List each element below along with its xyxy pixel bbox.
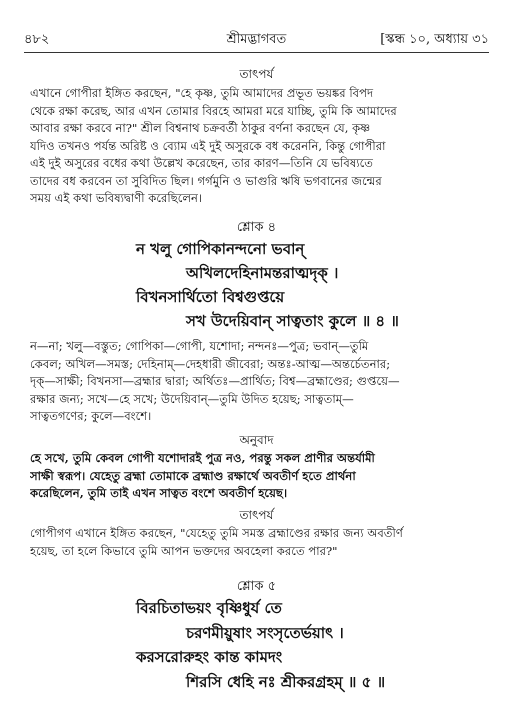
purport-line: তাদের বধ করবেন তা সুবিদিত ছিল। গর্গমুনি ও ভাগুরি ঋষি ভগবানের জন্মের [30,173,382,188]
purport-line: সময় এই কথা ভবিষ্যদ্বাণী করেছিলেন। [30,191,203,205]
verse-line: করসরোরুহং কান্ত কামদং [136,648,283,666]
purport-line: আবার রক্ষা করবে না?" শ্রীল বিশ্বনাথ চক্রবর্তী ঠাকুর বর্ণনা করছেন যে, কৃষ্ণ [30,121,371,135]
purport-line: হয়েছ, তা হলে কিভাবে তুমি আপন ভক্তদের অবহেলা করতে পার?" [30,543,338,558]
verse-line: বিখনসার্থিতো বিশ্বগুপ্তয়ে [136,288,285,306]
synonyms-line: কেবল; অখিল—সমস্ত; দেহিনাম্—দেহধারী জীবেরা; অন্তঃ-আত্ম—অন্তর্চেতনার; [30,356,391,371]
synonyms-paragraph [30,338,486,426]
verse-line: সখ উদেয়িবান্ সাত্বতাং কুলে ॥ ৪ ॥ [186,312,399,330]
purport-line: যদিও তখনও পর্যন্ত অরিষ্ট ও ব্যোম এই দুই অসুরকে বধ করেননি, কিন্তু গোপীরা [30,138,386,153]
verse-line: ন খলু গোপিকানন্দনো ভবান্ [136,240,305,258]
page-number: ৪৮২ [24,32,50,47]
purport-line: থেকে রক্ষা করেছ, আর এখন তোমার বিরহে আমরা মরে যাচ্ছি, তুমি কি আমাদের [30,103,397,118]
sloka-heading: শ্লোক ৫ [236,579,277,594]
sloka-heading: শ্লোক ৪ [236,220,277,235]
translation-heading: অনুবাদ [239,433,274,447]
purport-paragraph [30,85,486,208]
synonyms-line: সাত্বতগণের; কুলে—বংশে। [30,409,152,423]
verse-line: অখিলদেহিনামন্তরাত্মদৃক্ । [186,264,339,282]
translation-paragraph [30,450,486,503]
synonyms-line: দৃক্—সাক্ষী; বিখনসা—ব্রহ্মার দ্বারা; অর্থিতঃ—প্রার্থিত; বিশ্ব—ব্রহ্মাণ্ডের; গুপ্তয়ে— [30,374,400,388]
synonyms-line: ন—না; খলু—বস্তুত; গোপিকা—গোপী, যশোদা; নন্দনঃ—পুত্র; ভবান্—তুমি [30,339,369,353]
purport-line: এখানে গোপীরা ইঙ্গিত করছেন, "হে কৃষ্ণ, তুমি আমাদের প্রভূত ভয়ঙ্কর বিপদ [30,86,374,100]
purport-paragraph [30,525,486,560]
translation-line: করেছিলেন, তুমি তাই এখন সাত্বত বংশে অবতীর্ণ হয়েছ। [30,486,288,500]
verse-line: শিরসি ধেহি নঃ শ্রীকরগ্রহম্ ॥ ৫ ॥ [186,673,386,691]
purport-line: গোপীগণ এখানে ইঙ্গিত করছেন, "যেহেতু তুমি সমস্ত ব্রহ্মাণ্ডের রক্ষার জন্য অবতীর্ণ [30,526,403,540]
chapter-reference: [স্কন্ধ ১০, অধ্যায় ৩১ [380,32,489,47]
purport-heading: তাৎপর্য [239,67,274,81]
translation-line: হে সখে, তুমি কেবল গোপী যশোদারই পুত্র নও, পরন্তু সকল প্রাণীর অন্তর্যামী [30,451,375,465]
book-title: শ্রীমদ্ভাগবত [226,32,287,47]
header-divider [24,52,489,53]
verse-line: বিরচিতাভয়ং বৃষ্ণিধুর্য তে [136,599,282,617]
purport-heading: তাৎপর্য [239,508,274,522]
verse-line: চরণমীয়ুষাং সংসৃতের্ভয়াৎ । [186,624,344,642]
purport-line: এই দুই অসুরের বধের কথা উল্লেখ করেছেন, তার কারণ—তিনি যে ভবিষ্যতে [30,156,373,170]
page-header [24,30,489,52]
translation-line: সাক্ষী স্বরূপ। যেহেতু ব্রহ্মা তোমাকে ব্রহ্মাণ্ড রক্ষার্থে অবতীর্ণ হতে প্রার্থনা [30,468,356,483]
synonyms-line: রক্ষার জন্য; সখে—হে সখে; উদেয়িবান্—তুমি উদিত হয়েছ; সাত্বতাম্— [30,391,354,406]
